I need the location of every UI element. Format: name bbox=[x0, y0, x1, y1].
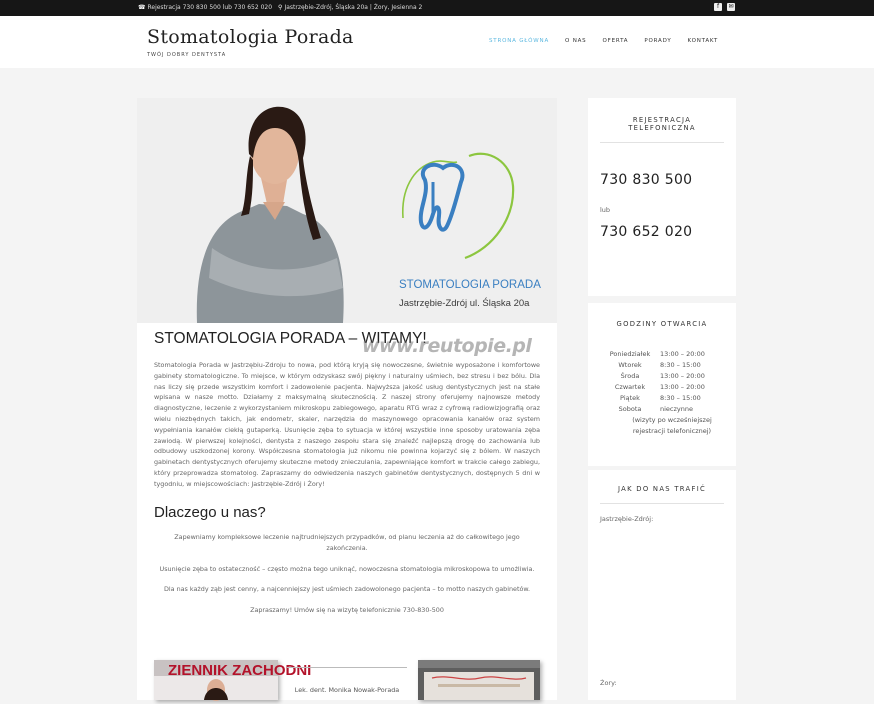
hours-day: Sobota bbox=[618, 405, 642, 413]
address-text: Jastrzębie-Zdrój, Śląska 20a | Żory, Jesienna 2 bbox=[284, 4, 423, 11]
registration-text: Rejestracja 730 830 500 lub 730 652 020 bbox=[147, 4, 273, 11]
why-us-item: Zapraszamy! Umów się na wizytę telefonicznie 730-830-500 bbox=[250, 606, 444, 615]
registration-info bbox=[138, 4, 272, 11]
newspaper-masthead: ZIENNIK ZACHODNI bbox=[168, 662, 312, 679]
opening-hours-widget bbox=[588, 303, 736, 466]
nav-home[interactable]: STRONA GŁÓWNA bbox=[489, 38, 550, 44]
hero-address-text: Jastrzębie-Zdrój ul. Śląska 20a bbox=[399, 298, 530, 309]
contact-info bbox=[138, 4, 422, 11]
hero-brand-text: STOMATOLOGIA PORADA bbox=[399, 279, 541, 291]
hours-time: 8:30 – 15:00 bbox=[660, 361, 701, 369]
why-us-item: Zapewniamy kompleksowe leczenie najtrudniejszych przypadków, od planu leczenia aż do całkowitego jego zakończenia. bbox=[174, 533, 520, 552]
social-links bbox=[714, 3, 735, 11]
directions-widget bbox=[588, 470, 736, 700]
hours-row bbox=[600, 371, 724, 382]
hours-note-line: rejestracji telefonicznej) bbox=[632, 427, 712, 435]
hours-row bbox=[600, 404, 724, 415]
phone-separator: lub bbox=[600, 206, 611, 214]
hero-illustration bbox=[137, 98, 557, 323]
newspaper-illustration bbox=[154, 660, 312, 700]
hours-row bbox=[600, 360, 724, 371]
hours-time: nieczynne bbox=[660, 405, 693, 413]
article-title: STOMATOLOGIA PORADA – WITAMY! bbox=[154, 330, 427, 347]
why-us-item: Dla nas każdy ząb jest cenny, a najcenniejszy jest uśmiech zadowolonego pacjenta – to motto naszych gabinetów. bbox=[163, 585, 531, 594]
facebook-icon[interactable]: f bbox=[714, 3, 722, 11]
hours-time: 13:00 – 20:00 bbox=[660, 383, 705, 391]
certificate-illustration bbox=[418, 660, 540, 700]
nav-advice[interactable]: PORADY bbox=[644, 38, 672, 44]
site-logo[interactable]: Stomatologia Porada bbox=[147, 26, 354, 48]
directions-location-2: Żory: bbox=[600, 679, 617, 687]
site-tagline: TWÓJ DOBRY DENTYSTA bbox=[147, 52, 227, 58]
site-header bbox=[0, 16, 874, 68]
hours-row bbox=[600, 393, 724, 404]
phone-number-1[interactable]: 730 830 500 bbox=[600, 172, 693, 188]
registration-widget bbox=[588, 98, 736, 296]
hours-time: 13:00 – 20:00 bbox=[660, 372, 705, 380]
why-us-item: Usunięcie zęba to ostateczność – często można tego uniknąć, nowoczesna stomatologia mikroskopowa to umożliwia. bbox=[159, 564, 535, 573]
hours-title: GODZINY OTWARCIA bbox=[616, 320, 708, 328]
nav-about[interactable]: O NAS bbox=[565, 38, 587, 44]
hours-row bbox=[600, 382, 724, 393]
phone-icon: ☎ bbox=[138, 4, 146, 11]
email-icon[interactable]: ✉ bbox=[728, 3, 734, 10]
map-marker-icon: ⚲ bbox=[278, 4, 283, 11]
certificate-thumbnail[interactable] bbox=[418, 660, 540, 700]
hours-time: 13:00 – 20:00 bbox=[660, 350, 705, 358]
caption-divider bbox=[287, 667, 407, 668]
hours-note-line: (wizyty po wcześniejszej bbox=[632, 416, 712, 424]
directions-location-1: Jastrzębie-Zdrój: bbox=[600, 515, 654, 523]
hours-day: Wtorek bbox=[618, 361, 642, 369]
hours-table bbox=[600, 349, 724, 437]
nav-offer[interactable]: OFERTA bbox=[602, 38, 629, 44]
registration-title bbox=[588, 116, 736, 132]
hours-time: 8:30 – 15:00 bbox=[660, 394, 701, 402]
nav-contact[interactable]: KONTAKT bbox=[687, 38, 719, 44]
phone-number-2[interactable]: 730 652 020 bbox=[600, 224, 693, 240]
main-article bbox=[137, 98, 557, 700]
watermark-text: www.reutopie.pl bbox=[362, 335, 532, 357]
hours-day: Czwartek bbox=[614, 383, 646, 391]
article-body: Stomatologia Porada w Jastrzębiu-Zdroju to nowa, pod którą kryją się nowoczesne, świetnie wyposażone i komfortowe gabinety stomatologiczne. To miejsce, w którym odzyskasz swój piękny i naturalny uśmiech, bez stresu i bez bólu. Dla nas liczy się przede wszystkim komfort i zadowolenie pacjenta. Najwyższa jakość usług dentystycznych jest na stałe wpisana w nasze motto. Działamy z maksymalną skutecznością. Z naszej strony oferujemy najnowsze metody diagnostyczne, leczenie z wykorzystaniem mikroskopu zabiegowego, aparatu RTG wraz z cyfrową radiowizjografią oraz wielu niezbędnych takich, jak endometr, skaler, narzędzia do maszynowego opracowania kanałów oraz system wypełniania kanałów ciekłą gutaperką. Usunięcie zęba to sytuacja w której wszystkie inne sposoby uratowania zęba zawiodą. W pierwszej kolejności, dentysta z naszego zespołu stara się znaleźć najlepszą drogę do zachowania lub odbudowy uszkodzonej korony. Współczesna stomatologia już nikomu nie powinna kojarzyć się z bólem. W naszych gabinetach dentystycznych oferujemy skuteczne metody znieczulania, zapewniające komfort w trakcie całego zabiegu, który przeprowadza stomatolog. Zapraszamy do odwiedzenia naszych gabinetów dentystycznych, dostępnych 5 dni w tygodniu, w miejscowościach: Jastrzębie-Zdrój i Żory! bbox=[154, 361, 540, 488]
directions-title: JAK DO NAS TRAFIĆ bbox=[617, 485, 707, 493]
main-nav bbox=[489, 38, 718, 44]
hero-image bbox=[137, 98, 557, 323]
hours-day: Piątek bbox=[620, 394, 640, 402]
hours-day: Środa bbox=[620, 372, 640, 380]
registration-title-line: REJESTRACJA bbox=[632, 116, 692, 124]
hours-day: Poniedziałek bbox=[609, 350, 651, 358]
widget-divider bbox=[600, 142, 724, 143]
photo-caption: Lek. dent. Monika Nowak-Porada bbox=[294, 686, 400, 694]
widget-divider bbox=[600, 503, 724, 504]
hours-note bbox=[600, 415, 724, 437]
hours-row bbox=[600, 349, 724, 360]
address-info bbox=[278, 4, 422, 11]
registration-title-line: TELEFONICZNA bbox=[628, 124, 696, 132]
newspaper-thumbnail[interactable] bbox=[154, 660, 312, 700]
why-us-list bbox=[154, 532, 540, 626]
why-us-heading: Dlaczego u nas? bbox=[154, 504, 266, 521]
top-bar bbox=[0, 0, 874, 16]
